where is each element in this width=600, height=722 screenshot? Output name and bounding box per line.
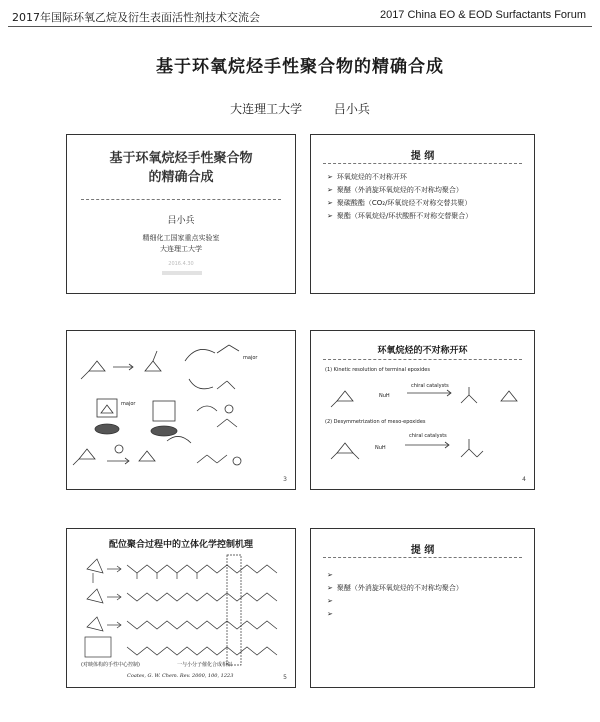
slide-4-reagent-1: NuH — [379, 393, 390, 399]
slide-5-heading: 配位聚合过程中的立体化学控制机理 — [108, 540, 253, 550]
slide-4-page-number: 4 — [522, 476, 526, 483]
slide-4-heading: 环氧烷烃的不对称开环 — [377, 346, 468, 356]
slide-5-caption: (对映体构的手性中心控制) — [81, 662, 140, 668]
slide-4 — [310, 330, 535, 490]
slide-3-major-label-2: major — [121, 401, 136, 407]
header-left-text: 2017年国际环氧乙烷及衍生表面活性剂技术交流会 — [12, 11, 260, 24]
paper-title: 基于环氧烷烃手性聚合物的精确合成 — [156, 57, 444, 77]
slide-5-citation: Coates, G. W. Chem. Rev. 2000, 100, 1223 — [127, 673, 234, 679]
slide-3-mechanism-figure — [67, 331, 295, 489]
slide-1-date: 2016.4.30 — [168, 261, 194, 267]
slide-5-page-number: 5 — [283, 674, 287, 681]
slide-6 — [310, 528, 535, 688]
outline-item: ➢ — [327, 610, 333, 618]
header-right-text: 2017 China EO & EOD Surfactants Forum — [379, 9, 586, 21]
slide-4-reaction-scheme — [311, 331, 534, 489]
slide-4-catalyst-1: chiral catalysts — [411, 383, 449, 389]
slide-6-divider — [323, 557, 522, 558]
outline-item: ➢ — [327, 571, 333, 579]
slide-1-affiliation: 精细化工国家重点实验室 大连理工大学 — [142, 234, 220, 253]
slide-5 — [66, 528, 296, 688]
slide-2-heading: 提 纲 — [410, 151, 435, 162]
outline-item: ➢ 聚醚（外消旋环氧烷烃的不对称均聚合） — [327, 186, 463, 194]
slide-1-author: 吕小兵 — [167, 216, 195, 226]
slide-4-reagent-2: NuH — [375, 445, 386, 451]
author-line — [0, 100, 600, 117]
slide-1-title: 基于环氧烷烃手性聚合物 的精确合成 — [109, 151, 253, 185]
slide-2-outline-list — [327, 171, 472, 223]
outline-item: ➢ 聚酯（环氧烷烃/环状酸酐不对称交替聚合） — [327, 212, 473, 220]
slide-2 — [310, 134, 535, 294]
outline-item: ➢ 环氧烷烃的不对称开环 — [327, 173, 407, 181]
slide-3-page-number: 3 — [283, 476, 287, 483]
slide-3 — [66, 330, 296, 490]
slide-4-section-1: (1) Kinetic resolution of terminal epoxides — [325, 367, 430, 373]
slide-3-major-label-1: major — [243, 355, 258, 361]
author-name: 吕小兵 — [333, 102, 370, 116]
slide-4-section-2: (2) Desymmetrization of meso-epoxides — [325, 419, 426, 425]
outline-item: ➢ 聚醚（外消旋环氧烷烃的不对称均聚合） — [327, 584, 463, 592]
slide-5-note: 一与小分子催化合成相似 — [177, 662, 233, 668]
outline-item: ➢ 聚碳酸酯（CO₂/环氧烷烃不对称交替共聚） — [327, 199, 472, 207]
header-rule — [8, 26, 592, 27]
slide-1-divider — [81, 199, 281, 200]
affiliation: 大连理工大学 — [230, 102, 303, 116]
slide-1 — [66, 134, 296, 294]
slide-6-heading: 提 纲 — [410, 545, 435, 556]
slide-2-divider — [323, 163, 522, 164]
outline-item: ➢ — [327, 597, 333, 605]
slide-1-email-smudge — [162, 271, 202, 275]
slide-4-catalyst-2: chiral catalysts — [409, 433, 447, 439]
slide-6-outline-list — [327, 569, 463, 621]
